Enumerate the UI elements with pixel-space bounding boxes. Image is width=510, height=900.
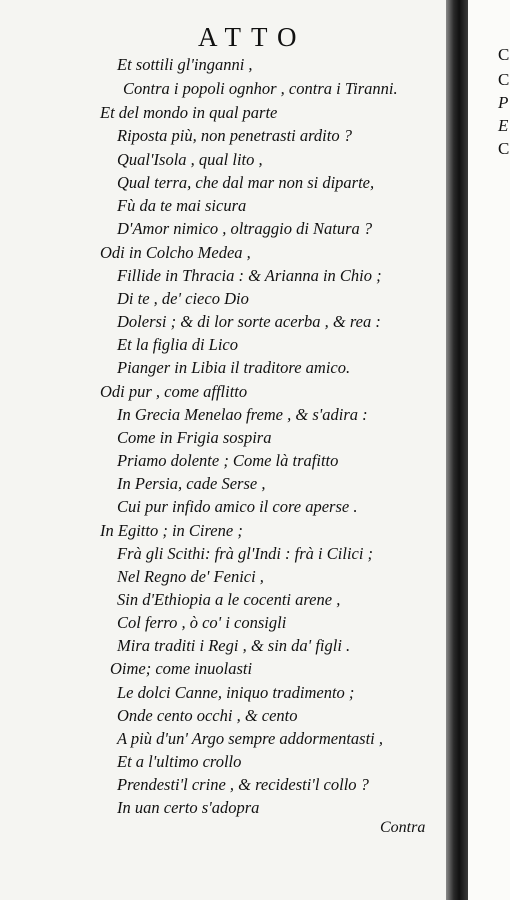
verse-line: Di te , de' cieco Dio xyxy=(117,289,249,308)
catchword: Contra xyxy=(380,819,426,836)
verse-line: Prendesti'l crine , & recidesti'l collo ? xyxy=(117,775,369,794)
verse-line: Pianger in Libia il traditore amico. xyxy=(117,358,351,377)
facing-page-letter: C xyxy=(498,139,510,158)
verse-line: In uan certo s'adopra xyxy=(117,798,260,817)
verse-line: Qual terra, che dal mar non si diparte, xyxy=(117,173,375,192)
verse-line: Sin d'Ethiopia a le cocenti arene , xyxy=(117,590,341,609)
facing-page-letter: C xyxy=(498,45,510,64)
facing-page-letter: P xyxy=(498,93,509,112)
verse-line: Le dolci Canne, iniquo tradimento ; xyxy=(117,683,355,702)
verse-line: Qual'Isola , qual lito , xyxy=(117,150,263,169)
verse-line: Et a l'ultimo crollo xyxy=(117,752,242,771)
verse-line: Fillide in Thracia : & Arianna in Chio ; xyxy=(117,266,382,285)
verse-line: Odi pur , come afflitto xyxy=(100,382,248,401)
facing-page-letter: E xyxy=(498,116,509,135)
facing-page-letter: C xyxy=(498,70,510,89)
verse-line: In Persia, cade Serse , xyxy=(117,474,266,493)
verse-line: Et la figlia di Lico xyxy=(117,335,239,354)
verse-line: Dolersi ; & di lor sorte acerba , & rea : xyxy=(117,312,381,331)
verse-line: Priamo dolente ; Come là trafitto xyxy=(117,451,339,470)
verse-line: Mira traditi i Regi , & sin da' figli . xyxy=(117,636,351,655)
verse-line: In Egitto ; in Cirene ; xyxy=(100,521,243,540)
verse-line: Contra i popoli ognhor , contra i Tiranni. xyxy=(123,79,398,98)
verse-line: Odi in Colcho Medea , xyxy=(100,243,251,262)
verse-line: Fù da te mai sicura xyxy=(117,196,247,215)
verse-line: Come in Frigia sospira xyxy=(117,428,272,447)
verse-line: Oime; come inuolasti xyxy=(110,659,253,678)
verse-line: Frà gli Scithi: frà gl'Indi : frà i Cilici ; xyxy=(117,544,374,563)
verse-line: D'Amor nimico , oltraggio di Natura ? xyxy=(117,219,373,238)
verse-line: Cui pur infido amico il core aperse . xyxy=(117,497,358,516)
verse-line: Riposta più, non penetrasti ardito ? xyxy=(117,126,352,145)
running-header: ATTO xyxy=(198,22,307,52)
verse-line: Onde cento occhi , & cento xyxy=(117,706,298,725)
verse-line: A più d'un' Argo sempre addormentasti , xyxy=(117,729,384,748)
verse-line: Et sottili gl'inganni , xyxy=(117,55,253,74)
verse-line: In Grecia Menelao freme , & s'adira : xyxy=(117,405,368,424)
verse-line: Col ferro , ò co' i consigli xyxy=(117,613,287,632)
verse-line: Nel Regno de' Fenici , xyxy=(117,567,264,586)
verse-line: Et del mondo in qual parte xyxy=(100,103,278,122)
